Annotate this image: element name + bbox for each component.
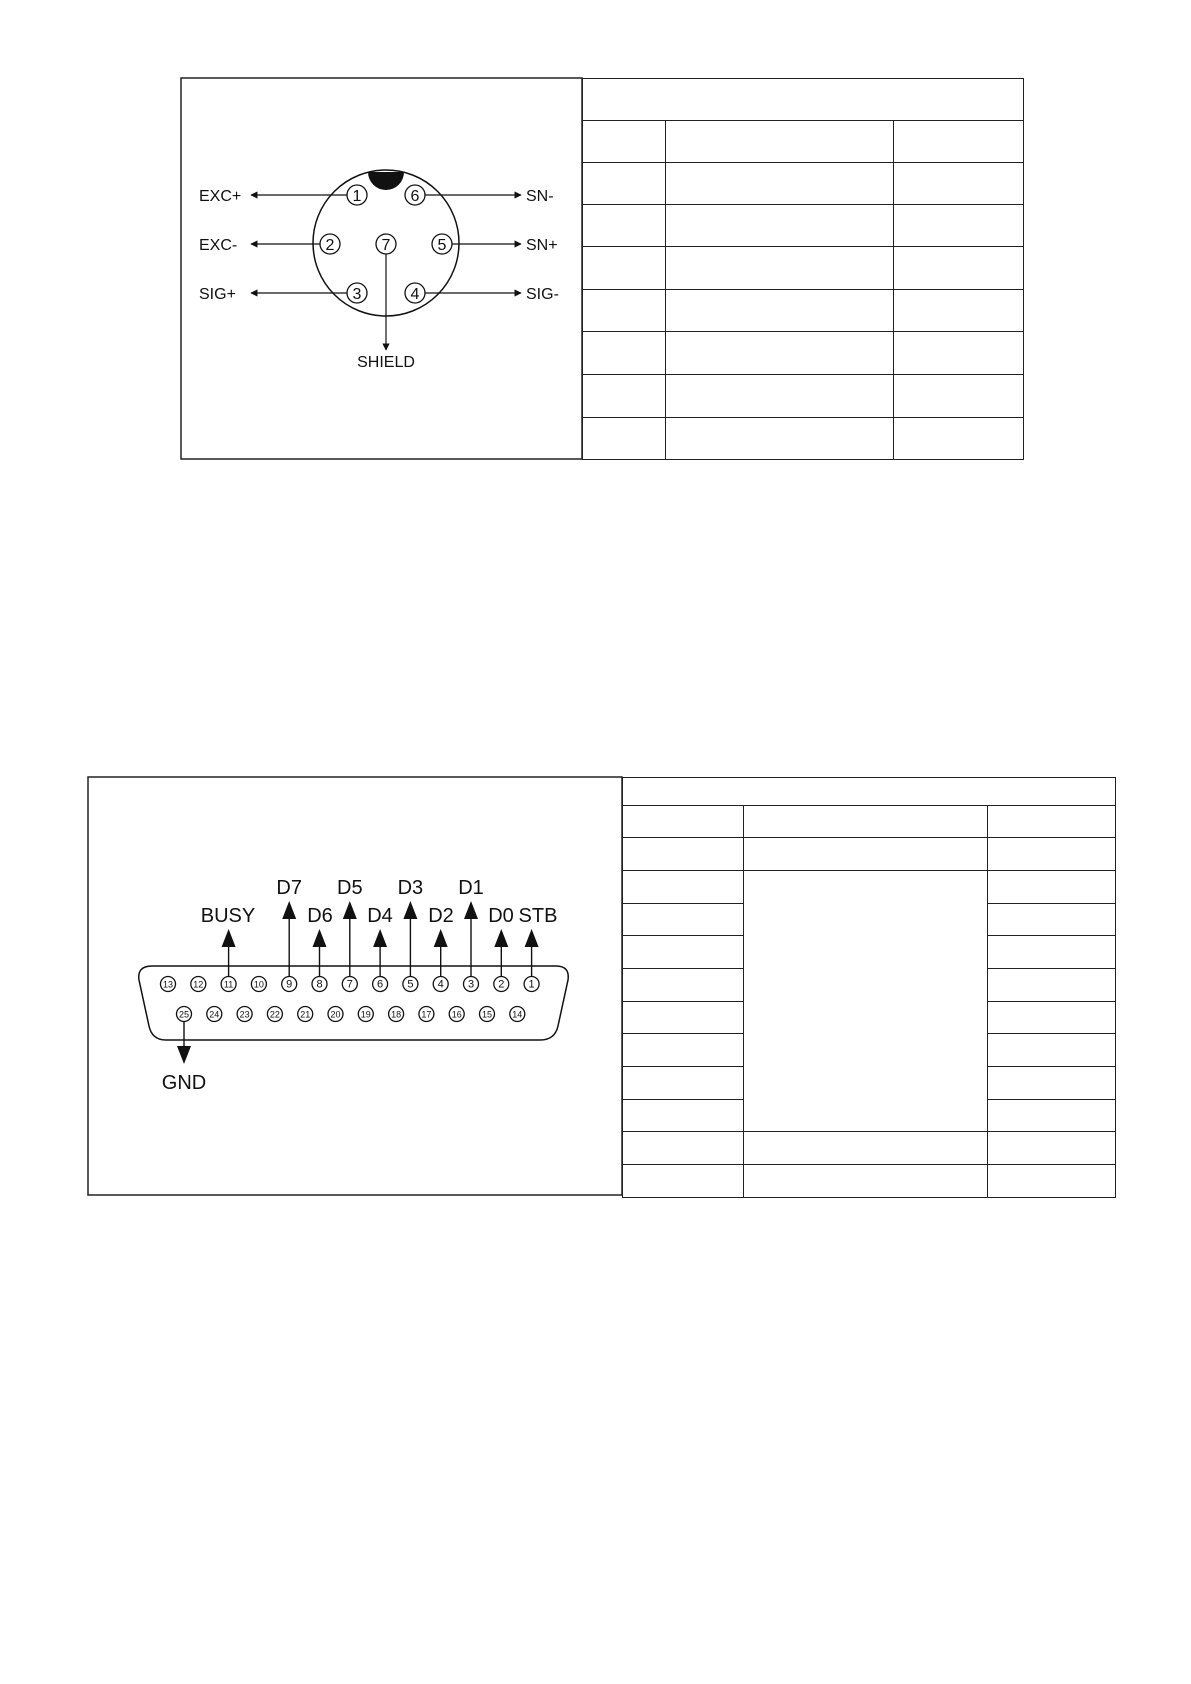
arrow-gnd-arrowhead <box>177 1046 191 1064</box>
pin-number: 24 <box>209 1009 220 1020</box>
printer-connector <box>139 877 568 1094</box>
connector-key-notch <box>368 172 404 190</box>
table-row <box>583 247 1024 290</box>
table-row <box>623 1132 1116 1165</box>
table-cell <box>623 1165 744 1198</box>
label-d1: D1 <box>458 877 484 899</box>
pin-number: 12 <box>193 979 204 990</box>
arrow-d0-arrowhead <box>494 929 508 947</box>
arrow-d1-arrowhead <box>464 901 478 919</box>
table-row <box>583 163 1024 205</box>
table-cell <box>583 79 1024 121</box>
label-d7: D7 <box>276 877 302 899</box>
label-sig-minus: SIG- <box>526 286 559 303</box>
pin-number: 1 <box>528 978 535 991</box>
pin-number: 2 <box>498 978 505 991</box>
table-cell <box>988 1067 1116 1100</box>
table-cell <box>744 1165 988 1198</box>
table-cell <box>666 290 894 332</box>
table-cell <box>623 806 744 838</box>
table-cell <box>894 418 1024 460</box>
table-cell <box>988 806 1116 838</box>
table-row <box>583 375 1024 418</box>
pin-number: 5 <box>407 978 414 991</box>
table-row <box>583 205 1024 247</box>
pin-number: 4 <box>410 286 420 303</box>
table-cell <box>988 969 1116 1002</box>
table-cell <box>988 1165 1116 1198</box>
table-cell <box>623 871 744 904</box>
arrow-d6-arrowhead <box>313 929 327 947</box>
pin-number: 20 <box>330 1009 341 1020</box>
table-cell <box>894 247 1024 290</box>
pin-number: 25 <box>178 1009 190 1020</box>
pin-number: 14 <box>512 1009 523 1020</box>
arrow-busy-arrowhead <box>222 929 236 947</box>
arrow-d3-arrowhead <box>403 901 417 919</box>
table-cell <box>988 1132 1116 1165</box>
table-cell <box>623 1034 744 1067</box>
table-cell <box>894 290 1024 332</box>
label-d0: D0 <box>488 905 514 927</box>
table-cell <box>623 969 744 1002</box>
table-cell <box>623 1067 744 1100</box>
pin-number: 19 <box>360 1009 371 1020</box>
pin-number: 7 <box>381 237 391 254</box>
table-cell <box>583 290 666 332</box>
pin-number: 1 <box>352 188 362 205</box>
pin-number: 18 <box>391 1009 402 1020</box>
table-cell <box>583 121 666 163</box>
label-sn-plus: SN+ <box>526 237 558 254</box>
table-cell <box>894 332 1024 375</box>
table-row <box>623 1165 1116 1198</box>
table-row <box>623 838 1116 871</box>
label-exc-plus: EXC+ <box>199 188 242 205</box>
table-cell <box>623 838 744 871</box>
pin-number: 7 <box>346 978 353 991</box>
arrow-d4-arrowhead <box>373 929 387 947</box>
table-cell <box>583 375 666 418</box>
pin-number: 16 <box>451 1009 462 1020</box>
table-cell <box>666 163 894 205</box>
table-cell <box>894 121 1024 163</box>
label-stb: STB <box>518 905 558 927</box>
pin-number: 22 <box>269 1009 280 1020</box>
table-cell <box>666 375 894 418</box>
sensor-connector <box>199 170 559 371</box>
table-cell <box>623 936 744 969</box>
table-header-row <box>623 778 1116 806</box>
arrow-stb-arrowhead <box>525 929 539 947</box>
pin-number: 9 <box>286 978 293 991</box>
label-sig-plus: SIG+ <box>199 286 236 303</box>
label-gnd: GND <box>161 1072 207 1094</box>
table-cell <box>623 1002 744 1034</box>
table-cell <box>894 163 1024 205</box>
table-cell <box>583 205 666 247</box>
label-exc-minus: EXC- <box>199 237 238 254</box>
table-cell <box>744 806 988 838</box>
pin-number: 6 <box>377 978 384 991</box>
table-cell <box>988 1002 1116 1034</box>
table-cell <box>744 1132 988 1165</box>
sensor-diagram-frame <box>181 78 582 459</box>
table-cell <box>666 121 894 163</box>
pin-number: 21 <box>300 1009 311 1020</box>
table-row <box>583 418 1024 460</box>
table-row <box>583 290 1024 332</box>
table-row <box>623 806 1116 838</box>
table-cell <box>623 904 744 936</box>
sensor-pin-table <box>582 78 1024 460</box>
table-cell <box>583 332 666 375</box>
table-cell <box>583 247 666 290</box>
pin-number: 3 <box>467 978 475 991</box>
pin-number: 23 <box>239 1009 250 1020</box>
table-cell <box>894 375 1024 418</box>
pin-number: 3 <box>352 286 362 303</box>
table-cell <box>623 1132 744 1165</box>
table-cell <box>583 418 666 460</box>
table-cell <box>894 205 1024 247</box>
table-cell <box>988 871 1116 904</box>
table-row <box>583 121 1024 163</box>
pin-number: 5 <box>437 237 447 254</box>
pin-number: 4 <box>437 978 444 991</box>
table-cell <box>744 838 988 871</box>
label-sn-minus: SN- <box>526 188 554 205</box>
table-row <box>623 871 1116 904</box>
arrow-d2-arrowhead <box>434 929 448 947</box>
pin-number: 2 <box>325 237 335 254</box>
table-cell <box>666 418 894 460</box>
label-d2: D2 <box>428 905 454 927</box>
label-shield: SHIELD <box>357 354 415 371</box>
table-cell <box>988 1034 1116 1067</box>
pin-number: 13 <box>162 979 174 990</box>
table-cell <box>666 332 894 375</box>
label-d4: D4 <box>367 905 393 927</box>
pin-number: 15 <box>481 1009 493 1020</box>
label-d3: D3 <box>397 877 424 899</box>
label-d6: D6 <box>307 905 333 927</box>
table-cell <box>623 1100 744 1132</box>
pin-number: 11 <box>223 979 234 990</box>
pin-number: 17 <box>421 1009 432 1020</box>
label-d5: D5 <box>337 877 363 899</box>
table-cell <box>666 205 894 247</box>
pin-number: 6 <box>410 188 420 205</box>
table-cell <box>988 936 1116 969</box>
table-header-row <box>583 79 1024 121</box>
pin-number: 8 <box>316 978 323 991</box>
table-cell <box>583 163 666 205</box>
pin-number: 10 <box>253 979 264 990</box>
table-row <box>583 332 1024 375</box>
table-cell <box>623 778 1116 806</box>
table-cell <box>988 838 1116 871</box>
printer-pin-table <box>622 777 1116 1198</box>
arrow-d7-arrowhead <box>282 901 296 919</box>
table-cell <box>666 247 894 290</box>
arrow-d5-arrowhead <box>343 901 357 919</box>
table-cell <box>988 904 1116 936</box>
label-busy: BUSY <box>200 905 256 927</box>
table-cell-merged <box>744 871 988 1132</box>
table-cell <box>988 1100 1116 1132</box>
